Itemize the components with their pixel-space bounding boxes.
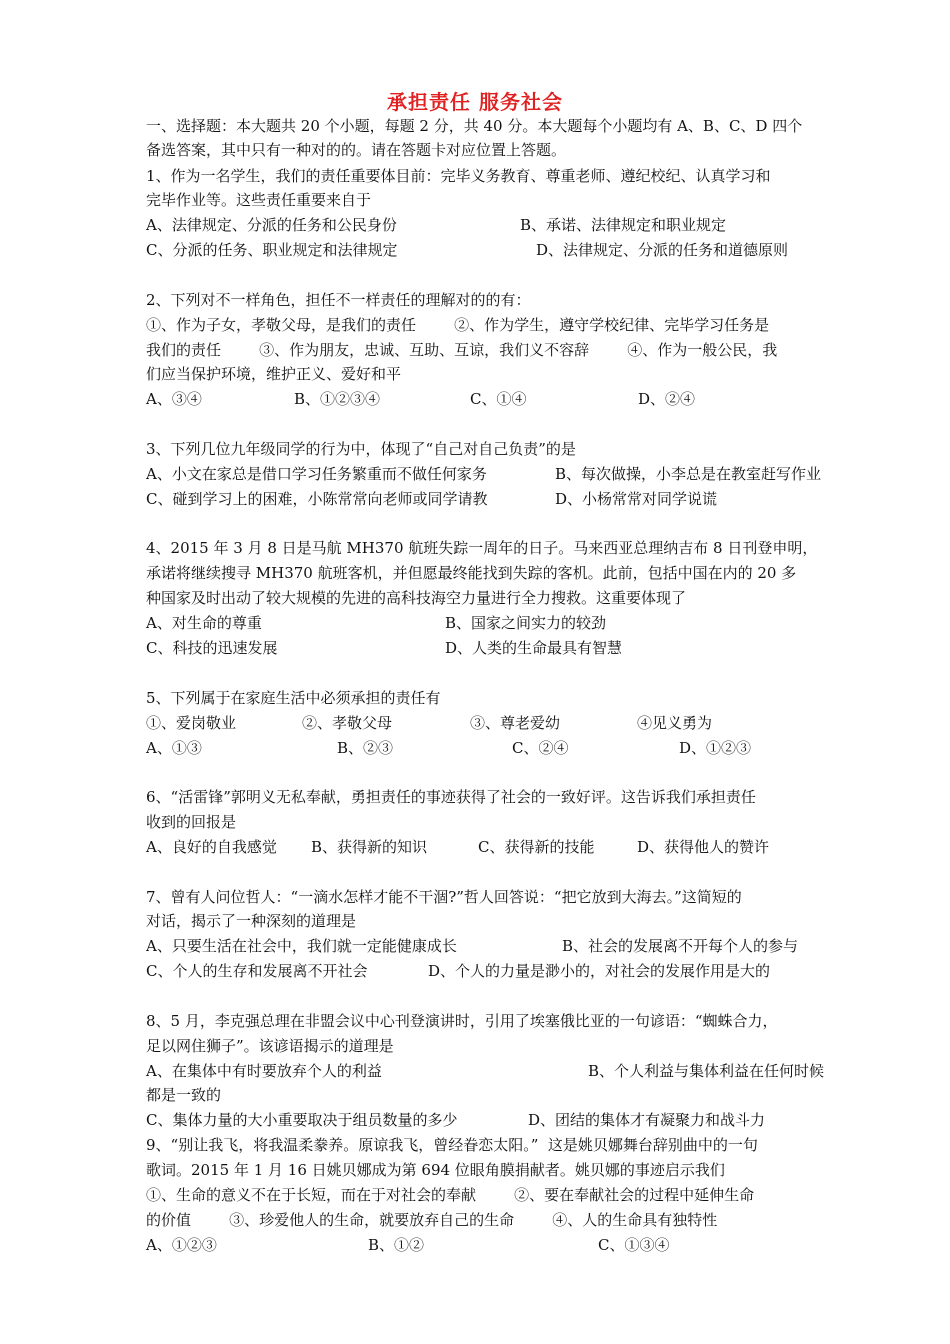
option-d: D、获得他人的赞许	[637, 838, 770, 856]
question-9-stem: 歌词。2015 年 1 月 16 日姚贝娜成为第 694 位眼角膜捐献者。姚贝娜的事迹启示我们	[146, 1161, 725, 1179]
question-8-stem: 8、5 月，李克强总理在非盟会议中心刊登演讲时，引用了埃塞俄比亚的一句谚语：“蜘蛛合力，	[146, 1012, 778, 1030]
option-d: D、人类的生命最具有智慧	[445, 639, 623, 657]
question-9-stem: 9、“别让我飞，将我温柔豢养。原谅我飞，曾经眷恋太阳。” 这是姚贝娜舞台辞别曲中的一句	[146, 1136, 758, 1154]
option-c: C、个人的生存和发展离不开社会	[146, 962, 368, 980]
option-b: B、承诺、法律规定和职业规定	[520, 216, 727, 234]
option-c: C、碰到学习上的困难，小陈常常向老师或同学请教	[146, 490, 488, 508]
option-c: C、②④	[512, 739, 569, 757]
statement-item: ①、爱岗敬业	[146, 714, 237, 732]
question-9-stem: ①、生命的意义不在于长短，而在于对社会的奉献 ②、要在奉献社会的过程中延伸生命	[146, 1186, 755, 1204]
option-d: D、①②③	[679, 739, 752, 757]
option-b-continued: 都是一致的	[146, 1086, 222, 1104]
option-a: A、对生命的尊重	[146, 614, 262, 632]
intro-line: 一、选择题：本大题共 20 个小题，每题 2 分，共 40 分。本大题每个小题均有 A、B、C、D 四个	[146, 117, 803, 135]
option-d: D、小杨常常对同学说谎	[555, 490, 718, 508]
option-c: C、科技的迅速发展	[146, 639, 278, 657]
question-6-stem: 收到的回报是	[146, 813, 237, 831]
statement-item: ④见义勇为	[637, 714, 713, 732]
option-a: A、①③	[146, 739, 202, 757]
option-d: D、②④	[638, 390, 696, 408]
option-b: B、②③	[337, 739, 394, 757]
question-4-stem: 承诺将继续搜寻 MH370 航班客机，并但愿最终能找到失踪的客机。此前，包括中国在内的 20 多	[146, 564, 797, 582]
statement-item: ②、孝敬父母	[302, 714, 393, 732]
question-2-stem: ①、作为子女，孝敬父母，是我们的责任 ②、作为学生，遵守学校纪律、完毕学习任务是	[146, 316, 770, 334]
option-a: A、法律规定、分派的任务和公民身份	[146, 216, 397, 234]
question-1-stem: 完毕作业等。这些责任重要来自于	[146, 191, 372, 209]
option-b: B、①②	[368, 1236, 425, 1254]
option-b: B、个人利益与集体利益在任何时候	[588, 1062, 825, 1080]
option-c: C、获得新的技能	[478, 838, 595, 856]
option-d: D、个人的力量是渺小的，对社会的发展作用是大的	[428, 962, 771, 980]
question-2-stem: 2、下列对不一样角色，担任不一样责任的理解对的的有：	[146, 291, 531, 309]
question-3-stem: 3、下列几位九年级同学的行为中，体现了“自己对自己负责”的是	[146, 440, 576, 458]
question-2-stem: 们应当保护环境，维护正义、爱好和平	[146, 365, 402, 383]
statement-item: ③、尊老爱幼	[470, 714, 561, 732]
option-b: B、获得新的知识	[311, 838, 428, 856]
option-d: D、团结的集体才有凝聚力和战斗力	[528, 1111, 766, 1129]
question-7-stem: 对话，揭示了一种深刻的道理是	[146, 912, 357, 930]
option-a: A、①②③	[146, 1236, 217, 1254]
option-a: A、良好的自我感觉	[146, 838, 277, 856]
option-c: C、①④	[470, 390, 527, 408]
question-6-stem: 6、“活雷锋”郭明义无私奉献，勇担责任的事迹获得了社会的一致好评。这告诉我们承担责任	[146, 788, 756, 806]
intro-line: 备选答案，其中只有一种对的的。请在答题卡对应位置上答题。	[146, 141, 567, 159]
question-4-stem: 4、2015 年 3 月 8 日是马航 MH370 航班失踪一周年的日子。马来西亚总理纳吉布 8 日刊登申明，	[146, 539, 818, 557]
option-c: C、分派的任务、职业规定和法律规定	[146, 241, 398, 259]
option-b: B、社会的发展离不开每个人的参与	[562, 937, 799, 955]
question-4-stem: 种国家及时出动了较大规模的先进的高科技海空力量进行全力搜救。这重要体现了	[146, 589, 687, 607]
option-a: A、③④	[146, 390, 202, 408]
option-b: B、①②③④	[294, 390, 381, 408]
question-2-stem: 我们的责任 ③、作为朋友，忠诚、互助、互谅，我们义不容辞 ④、作为一般公民，我	[146, 341, 778, 359]
option-c: C、集体力量的大小重要取决于组员数量的多少	[146, 1111, 458, 1129]
question-5-stem: 5、下列属于在家庭生活中必须承担的责任有	[146, 689, 441, 707]
option-c: C、①③④	[598, 1236, 670, 1254]
document-title: 承担责任 服务社会	[387, 90, 563, 114]
question-8-stem: 足以网住狮子”。该谚语揭示的道理是	[146, 1037, 394, 1055]
question-1-stem: 1、作为一名学生，我们的责任重要体目前：完毕义务教育、尊重老师、遵纪校纪、认真学习和	[146, 167, 771, 185]
question-9-stem: 的价值 ③、珍爱他人的生命，就要放弃自己的生命 ④、人的生命具有独特性	[146, 1211, 718, 1229]
option-a: A、在集体中有时要放弃个人的利益	[146, 1062, 382, 1080]
option-b: B、国家之间实力的较劲	[445, 614, 607, 632]
option-d: D、法律规定、分派的任务和道德原则	[536, 241, 789, 259]
question-7-stem: 7、曾有人问位哲人：“一滴水怎样才能不干涸?”哲人回答说：“把它放到大海去。”这简短的	[146, 888, 742, 906]
option-b: B、每次做操，小李总是在教室赶写作业	[555, 465, 822, 483]
option-a: A、小文在家总是借口学习任务繁重而不做任何家务	[146, 465, 487, 483]
option-a: A、只要生活在社会中，我们就一定能健康成长	[146, 937, 457, 955]
